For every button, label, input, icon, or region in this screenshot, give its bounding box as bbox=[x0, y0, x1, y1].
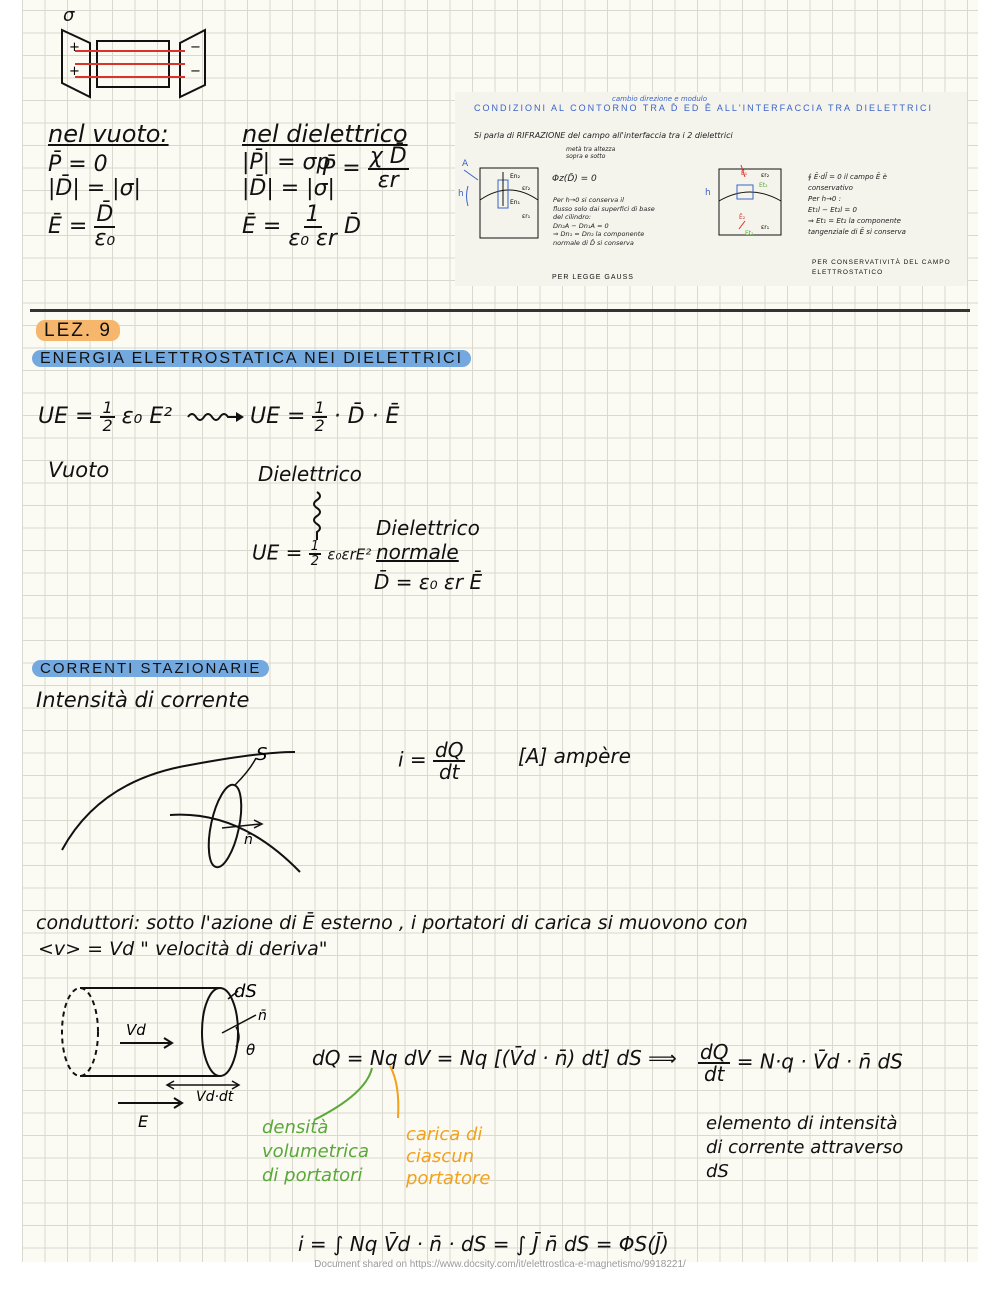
svg-text:Ē₁: Ē₁ bbox=[741, 170, 748, 177]
wavy-down-arrow bbox=[310, 490, 324, 542]
svg-text:En₂: En₂ bbox=[510, 173, 520, 180]
dielectric-p-eq: P̄ = $\frac{\text{χ D̄}}{\varepsilon r}$ bbox=[322, 144, 407, 193]
annotation-pointers bbox=[300, 1064, 440, 1124]
boundary-small-note: metà tra altezza sopra e sotto bbox=[566, 146, 616, 160]
vacuum-e: Ē = $\frac{D̄}{\text{ε₀}}$ bbox=[48, 202, 116, 251]
svg-text:h: h bbox=[458, 189, 464, 199]
svg-text:h: h bbox=[705, 188, 711, 198]
plus-sign: + bbox=[69, 40, 80, 55]
normal-dielectric: Dielettrico normale bbox=[376, 516, 480, 564]
dielectric-p: |P̄| = σp bbox=[242, 150, 331, 175]
svg-text:S: S bbox=[256, 744, 268, 765]
gauss-footer: PER LEGGE GAUSS bbox=[552, 274, 634, 281]
current-surface-figure bbox=[60, 740, 320, 880]
boundary-intro: Si parla di RIFRAZIONE del campo all'interfaccia tra i 2 dielettrici bbox=[474, 131, 733, 140]
svg-text:Vd: Vd bbox=[126, 1021, 146, 1039]
svg-text:εr₂: εr₂ bbox=[522, 185, 531, 192]
sigma-label: σ bbox=[63, 5, 75, 26]
element-note: elemento di intensità di corrente attraverso dS bbox=[706, 1113, 904, 1182]
energy-general-eq: UE = $\frac{1}{2}$ · D̄ · Ē bbox=[250, 398, 400, 435]
minus-sign: − bbox=[190, 40, 201, 55]
gauss-text: Per h→0 si conserva il flusso solo dai superfici di base del cilindro: Dn₂A − Dn₁A = 0 ⇒ Dn₁ = Dn₂ la componente normale di D̄ si conserva bbox=[553, 196, 655, 247]
vacuum-label: Vuoto bbox=[48, 458, 110, 482]
dq-dt-equation: $\frac{dQ}{dt}$ = N·q · V̄d · n̄ dS bbox=[700, 1040, 903, 1086]
capacitor-diagram bbox=[55, 25, 215, 105]
carrier-charge-note: carica di ciascun portatore bbox=[406, 1124, 491, 1189]
svg-text:Et₁: Et₁ bbox=[745, 230, 754, 237]
lesson-title: ENERGIA ELETTROSTATICA NEI DIELETTRICI bbox=[32, 350, 471, 368]
drift-cylinder-figure bbox=[50, 975, 300, 1130]
conservative-footer: PER CONSERVATIVITÀ DEL CAMPO ELETTROSTATICO bbox=[812, 259, 951, 276]
d-equation: D̄ = ε₀ εr Ē bbox=[374, 570, 483, 594]
plus-sign: + bbox=[69, 64, 80, 79]
svg-text:Vd·dt: Vd·dt bbox=[196, 1089, 234, 1105]
svg-text:n̄: n̄ bbox=[244, 832, 253, 848]
integral-equation: i = ∫ Nq V̄d · n̄ · dS = ∫ J̄ n̄ dS = ΦS(J̄) bbox=[298, 1232, 669, 1256]
svg-text:εr₁: εr₁ bbox=[761, 224, 770, 231]
boundary-title: CONDIZIONI AL CONTORNO TRA D̄ ED Ē ALL'INTERFACCIA TRA DIELETTRICI bbox=[474, 103, 933, 113]
dielectric-label: Dielettrico bbox=[258, 462, 362, 486]
vacuum-heading: nel vuoto: bbox=[48, 120, 169, 148]
svg-text:A: A bbox=[462, 159, 469, 169]
svg-text:Ē₂: Ē₂ bbox=[739, 214, 746, 221]
svg-text:dS: dS bbox=[234, 981, 257, 1002]
circuit-loop-figure bbox=[705, 165, 800, 240]
dielectric-e: Ē = $\frac{1}{\text{ε₀ εr}}$ D̄ bbox=[242, 202, 361, 251]
current-definition: i = $\frac{dQ}{dt}$ bbox=[398, 738, 464, 784]
density-note: densità volumetrica di portatori bbox=[262, 1117, 370, 1186]
current-unit: [A] ampère bbox=[518, 744, 631, 768]
energy-dielectric-eq: UE = $\frac{1}{2}$ ε₀εrE² bbox=[252, 539, 372, 569]
gauss-cylinder-figure bbox=[458, 159, 542, 240]
svg-text:θ: θ bbox=[246, 1041, 256, 1059]
conductors-line2: <v> = Vd " velocità di deriva" bbox=[38, 938, 328, 960]
svg-text:E: E bbox=[138, 1112, 149, 1131]
squiggle-arrow bbox=[186, 410, 246, 424]
svg-text:Et₂: Et₂ bbox=[759, 182, 768, 189]
dielectric-d: |D̄| = |σ| bbox=[242, 176, 335, 201]
dq-equation: dQ = Nq dV = Nq [(V̄d · n̄) dt] dS ⟹ bbox=[312, 1046, 677, 1070]
energy-vacuum-eq: UE = $\frac{1}{2}$ ε₀ E² bbox=[38, 398, 173, 435]
vacuum-p: P̄ = 0 bbox=[48, 152, 108, 177]
conductors-line1: conduttori: sotto l'azione di Ē esterno , i portatori di carica si muovono con bbox=[36, 912, 748, 934]
currents-title: CORRENTI STAZIONARIE bbox=[32, 660, 269, 677]
section-divider bbox=[30, 309, 970, 312]
lesson-label: LEZ. 9 bbox=[36, 320, 120, 342]
flux-equation: Φz(D̄) = 0 bbox=[552, 174, 597, 184]
currents-subtitle: Intensità di corrente bbox=[36, 688, 250, 712]
svg-text:n̄: n̄ bbox=[258, 1008, 267, 1024]
boundary-note: cambio direzione e modulo bbox=[612, 95, 708, 103]
document-footer: Document shared on https://www.docsity.com/it/elettrostica-e-magnetismo/9918221/ bbox=[314, 1259, 686, 1270]
conservative-text: ∮ Ē·dl̄ = 0 il campo Ē è conservativo Per h→0 : Et₁l − Et₂l = 0 ⇒ Et₁ = Et₂ la componente tangenziale di Ē si conserva bbox=[808, 173, 906, 236]
dielectric-heading: nel dielettrico bbox=[242, 120, 408, 148]
vacuum-d: |D̄| = |σ| bbox=[48, 176, 141, 201]
svg-text:εr₂: εr₂ bbox=[761, 172, 770, 179]
svg-text:εr₁: εr₁ bbox=[522, 213, 531, 220]
minus-sign: − bbox=[190, 64, 201, 79]
svg-text:En₁: En₁ bbox=[510, 199, 520, 206]
